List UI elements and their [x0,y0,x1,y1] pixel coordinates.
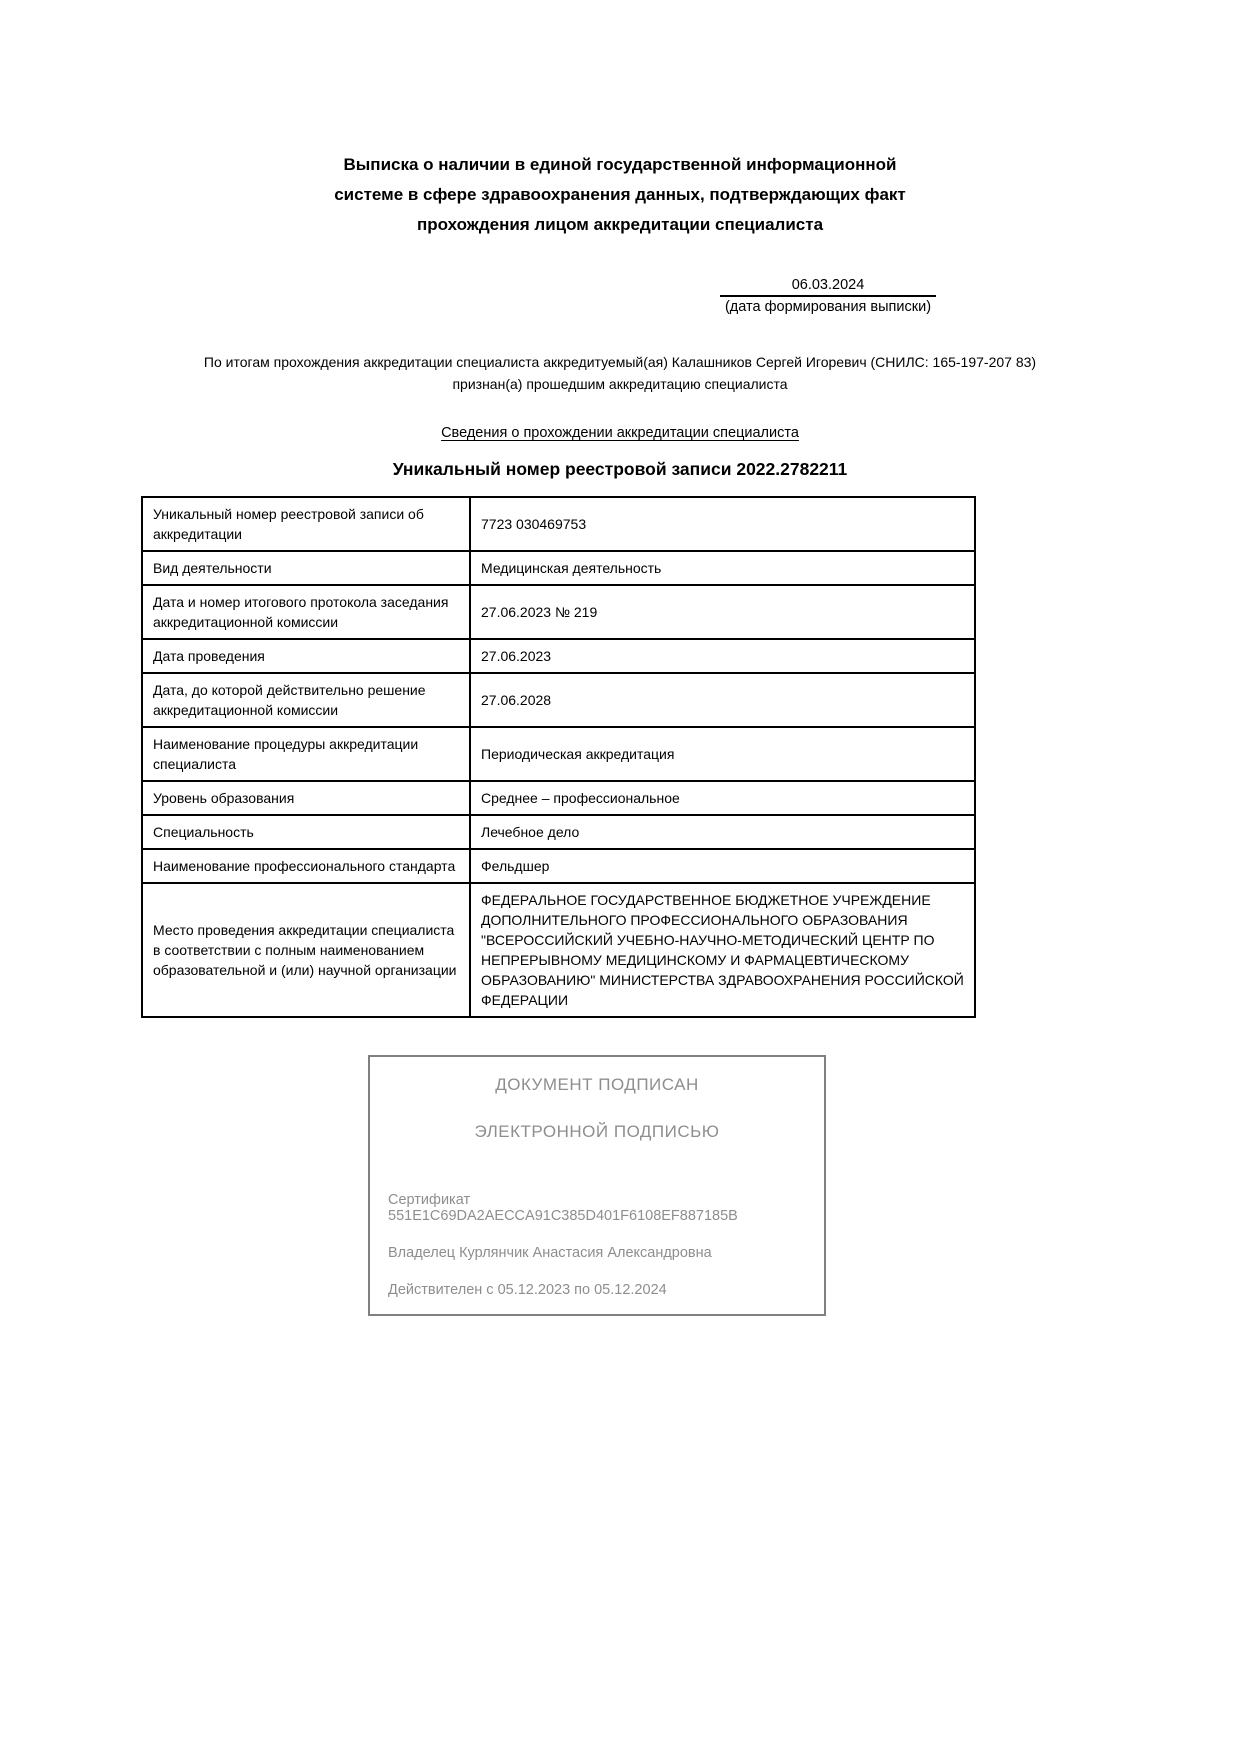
signature-heading-line-2: ЭЛЕКТРОННОЙ ПОДПИСЬЮ [474,1122,720,1141]
row-label: Уникальный номер реестровой записи об аккредитации [142,497,470,551]
signature-details [388,1192,806,1298]
row-label: Наименование процедуры аккредитации специалиста [142,727,470,781]
row-value: Лечебное дело [470,815,975,849]
row-label: Место проведения аккредитации специалиста в соответствии с полным наименованием образовательной и (или) научной организации [142,883,470,1017]
row-value: 7723 030469753 [470,497,975,551]
row-value: 27.06.2023 № 219 [470,585,975,639]
table-row [142,815,975,849]
table-row [142,639,975,673]
registry-number-heading: Уникальный номер реестровой записи 2022.2782211 [392,459,848,479]
row-label: Дата, до которой действительно решение аккредитационной комиссии [142,673,470,727]
table-row [142,673,975,727]
row-value: Среднее – профессиональное [470,781,975,815]
page-title-line-2: системе в сфере здравоохранения данных, подтверждающих факт [334,185,906,204]
row-value: 27.06.2023 [470,639,975,673]
table-row [142,497,975,551]
signature-validity: Действителен с 05.12.2023 по 05.12.2024 [388,1282,667,1298]
table-row [142,883,975,1017]
row-label: Дата и номер итогового протокола заседания аккредитационной комиссии [142,585,470,639]
page-title-line-1: Выписка о наличии в единой государственной информационной [343,155,897,174]
row-value: 27.06.2028 [470,673,975,727]
row-value: Фельдшер [470,849,975,883]
signature-owner: Владелец Курлянчик Анастасия Александровна [388,1245,712,1261]
row-label: Вид деятельности [142,551,470,585]
row-label: Уровень образования [142,781,470,815]
row-label: Дата проведения [142,639,470,673]
page-title [0,0,1240,240]
page-title-line-3: прохождения лицом аккредитации специалиста [416,215,824,234]
section-heading: Сведения о прохождении аккредитации специалиста [441,425,799,441]
intro-line-1: По итогам прохождения аккредитации специалиста аккредитуемый(ая) Калашников Сергей Игоревич (СНИЛС: 165-197-207 83) [203,354,1037,370]
intro-paragraph [0,351,1240,395]
row-label: Специальность [142,815,470,849]
table-row [142,849,975,883]
table-row [142,781,975,815]
issue-date-caption: (дата формирования выписки) [724,299,932,315]
table-row [142,551,975,585]
signature-certificate: Сертификат 551E1C69DA2AECCA91C385D401F6108EF887185B [388,1192,738,1224]
table-row [142,585,975,639]
accreditation-table [141,496,976,1018]
table-row [142,727,975,781]
issue-date-block [712,276,944,315]
row-value: ФЕДЕРАЛЬНОЕ ГОСУДАРСТВЕННОЕ БЮДЖЕТНОЕ УЧРЕЖДЕНИЕ ДОПОЛНИТЕЛЬНОГО ПРОФЕССИОНАЛЬНОГО ОБРАЗОВАНИЯ "ВСЕРОССИЙСКИЙ УЧЕБНО-НАУЧНО-МЕТОДИЧЕСКИЙ ЦЕНТР ПО НЕПРЕРЫВНОМУ МЕДИЦИНСКОМУ И ФАРМАЦЕВТИЧЕСКОМУ ОБРАЗОВАНИЮ" МИНИСТЕРСТВА ЗДРАВООХРАНЕНИЯ РОССИЙСКОЙ ФЕДЕРАЦИИ [470,883,975,1017]
issue-date-value: 06.03.2024 [720,277,936,297]
row-value: Периодическая аккредитация [470,727,975,781]
electronic-signature-stamp [368,1055,826,1316]
intro-line-2: признан(а) прошедшим аккредитацию специалиста [452,376,788,392]
row-label: Наименование профессионального стандарта [142,849,470,883]
row-value: Медицинская деятельность [470,551,975,585]
signature-heading-line-1: ДОКУМЕНТ ПОДПИСАН [495,1075,699,1094]
